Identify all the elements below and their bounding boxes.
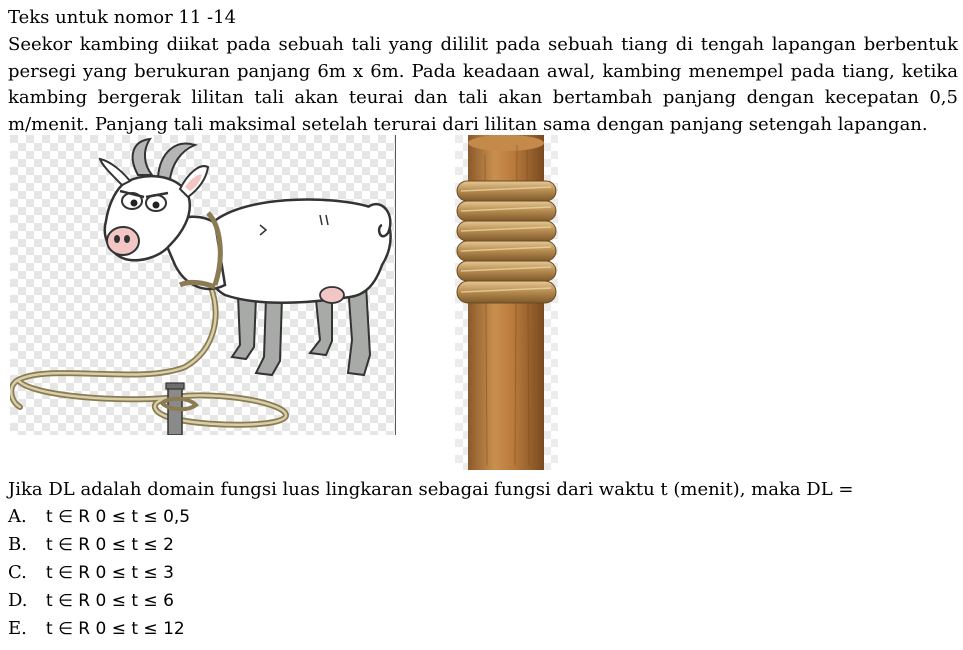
option-letter: E.: [8, 618, 27, 639]
wooden-pole-icon: [455, 135, 558, 470]
option-letter: B.: [8, 534, 27, 555]
answer-options: [8, 503, 190, 643]
problem-paragraph: Seekor kambing diikat pada sebuah tali yang dililit pada sebuah tiang di tengah lapangan berbentuk persegi yang berukuran panjang 6m x 6m. Pada keadaan awal, kambing menempel pada tiang, ketika kambing bergerak lilitan tali akan teurai dan tali akan bertambah panjang dengan kecepatan 0,5 m/menit. Panjang tali maksimal setelah terurai dari lilitan sama dengan panjang setengah lapangan.: [8, 34, 958, 135]
option-text: t ∈ R 0 ≤ t ≤ 0,5: [46, 507, 191, 527]
option-text: t ∈ R 0 ≤ t ≤ 2: [46, 535, 174, 555]
option-b[interactable]: [8, 531, 190, 559]
option-letter: C.: [8, 562, 27, 583]
option-e[interactable]: [8, 615, 190, 643]
option-c[interactable]: [8, 559, 190, 587]
question-text: Jika DL adalah domain fungsi luas lingkaran sebagai fungsi dari waktu t (menit), maka DL =: [8, 479, 854, 500]
option-text: t ∈ R 0 ≤ t ≤ 3: [46, 563, 174, 583]
section-heading: Teks untuk nomor 11 -14: [8, 7, 237, 28]
option-d[interactable]: [8, 587, 190, 615]
option-text: t ∈ R 0 ≤ t ≤ 12: [46, 619, 185, 639]
option-letter: D.: [8, 590, 28, 611]
option-letter: A.: [8, 506, 27, 527]
goat-image: [10, 135, 397, 435]
pole-image: [455, 135, 558, 470]
goat-illustration: [10, 135, 397, 435]
option-text: t ∈ R 0 ≤ t ≤ 6: [46, 591, 174, 611]
option-a[interactable]: [8, 503, 190, 531]
